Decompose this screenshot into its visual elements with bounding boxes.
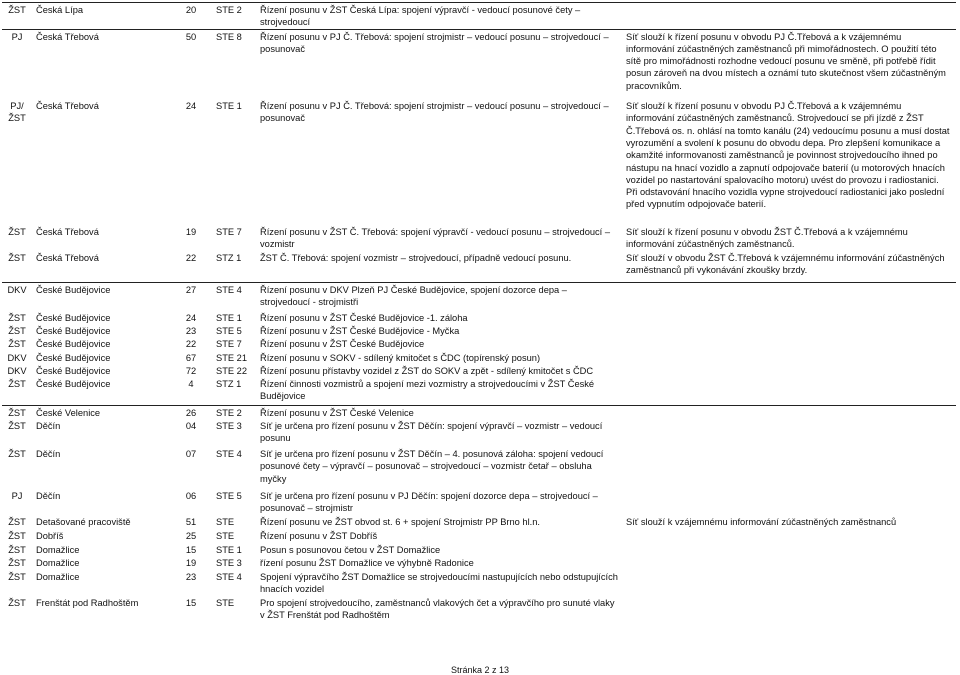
row-type: DKV xyxy=(7,352,27,363)
row-ste: STE 7 xyxy=(216,339,242,350)
row-purpose: Řízení činnosti vozmistrů a spojení mezi vozmistry a strojvedoucími v ŽST České Budějovice xyxy=(260,379,597,402)
row-type: ŽST xyxy=(8,325,26,336)
row-purpose: Řízení posunu v DKV Plzeň PJ České Budějovice, spojení dozorce depa – strojvedoucí - strojmistři xyxy=(256,283,622,311)
table-row xyxy=(2,99,956,225)
row-station: Česká Třebová xyxy=(36,31,99,42)
row-channel: 22 xyxy=(185,252,197,263)
row-purpose: Pro spojení strojvedoucího, zaměstnanců vlakových čet a výpravčího pro sunuté vlaky v ŽST Frenštát pod Radhoštěm xyxy=(260,597,618,621)
table-row xyxy=(2,529,956,543)
row-type: ŽST xyxy=(8,339,26,350)
table-row xyxy=(2,405,956,419)
row-purpose: řízení posunu ŽST Domažlice ve výhybně Radonice xyxy=(260,558,474,569)
row-channel: 15 xyxy=(185,597,197,608)
row-note xyxy=(622,337,956,350)
table-row xyxy=(2,29,956,99)
table-row xyxy=(2,337,956,350)
row-note xyxy=(622,489,956,515)
row-ste: STE 8 xyxy=(216,31,242,42)
table-row xyxy=(2,283,956,311)
row-note xyxy=(622,405,956,419)
row-ste: STE 3 xyxy=(216,558,242,569)
row-note xyxy=(622,311,956,324)
row-purpose: Síť je určena pro řízení posunu v PJ Děčín: spojení dozorce depa – strojvedoucí – posunovač – strojmistr xyxy=(260,491,601,514)
row-note xyxy=(622,596,956,632)
row-note xyxy=(622,447,956,489)
row-purpose: Řízení posunu přístavby vozidel z ŽST do SOKV a zpět - sdílený kmitočet s ČDC xyxy=(260,365,594,376)
table-row xyxy=(2,351,956,364)
row-type: ŽST xyxy=(8,558,26,569)
row-channel: 19 xyxy=(185,227,197,238)
row-ste: STE 21 xyxy=(216,352,248,363)
table-row xyxy=(2,570,956,596)
row-purpose: Řízení posunu ve ŽST obvod st. 6 + spojení Strojmistr PP Brno hl.n. xyxy=(260,517,540,528)
row-ste: STE 4 xyxy=(216,571,242,582)
row-ste: STE 22 xyxy=(216,365,248,376)
row-note: Síť slouží k vzájemnému informování zúčastněných zaměstnanců xyxy=(626,517,897,528)
table-row xyxy=(2,515,956,529)
row-purpose: Řízení posunu v ŽST Č. Třebová: spojení výpravčí - vedoucí posunu – strojvedoucí – vozmistr xyxy=(260,227,613,250)
row-ste: STE 7 xyxy=(216,227,242,238)
table-row xyxy=(2,596,956,632)
row-station: České Budějovice xyxy=(36,325,111,336)
row-type: ŽST xyxy=(8,421,26,432)
row-purpose: ŽST Č. Třebová: spojení vozmistr – strojvedoucí, případně vedoucí posunu. xyxy=(260,252,572,263)
row-ste: STZ 1 xyxy=(216,252,242,263)
row-purpose: Řízení posunu v ŽST Dobříš xyxy=(260,531,378,542)
row-station: Česká Třebová xyxy=(36,227,99,238)
table-row xyxy=(2,311,956,324)
row-station: Česká Třebová xyxy=(36,101,99,112)
row-ste: STZ 1 xyxy=(216,379,242,390)
row-channel: 24 xyxy=(185,312,197,323)
row-note: Síť slouží k řízení posunu v obvodu PJ Č.Třebová a k vzájemnému informování zúčastněných zaměstnanců při mimořádnostech. O použití této sítě pro mimořádnosti rozhodne vedoucí posunu ve směně, při potřebě řídit posun zároveň na dvou místech a oznámí tuto skutečnost všem zúčastněným pracovníkům. xyxy=(626,31,949,91)
row-ste: STE 3 xyxy=(216,421,242,432)
row-station: České Budějovice xyxy=(36,339,111,350)
page-footer: Stránka 2 z 13 xyxy=(450,665,510,675)
row-ste: STE 5 xyxy=(216,325,242,336)
table-row xyxy=(2,419,956,447)
row-type: ŽST xyxy=(8,531,26,542)
row-station: Detašované pracoviště xyxy=(36,517,131,528)
row-type: PJ xyxy=(11,491,23,502)
row-channel: 20 xyxy=(170,3,212,30)
row-ste: STE xyxy=(216,597,235,608)
row-note: Síť slouží k řízení posunu v obvodu PJ Č.Třebová a k vzájemnému informování zúčastněných zaměstnanců. Strojvedoucí se při jízdě z ŽST Č.Třebová os. n. ohlásí na tomto kanálu (24) vedoucímu posunu a musí dostat vyrozumění a svolení k posunu do obvodu depa. Pro zlepšení komunikace a okamžité informovanosti zaměstnanců je povinnost strojvedoucího ihned po nástupu na hnací vozidlo a zapnutí odpojovače baterií (u motorových hnacích vozidel po nastartování spalovacího motoru) uvést do provozu i radiostanici. Při odstavování hnacího vozidla vypne strojvedoucí radiostanici jako poslední před vypnutím odpojovače baterií. xyxy=(626,101,953,210)
row-station: Domažlice xyxy=(36,545,80,556)
row-purpose: Řízení posunu v ŽST České Budějovice -1. záloha xyxy=(260,312,468,323)
row-type: DKV xyxy=(2,283,32,311)
row-ste: STE 4 xyxy=(216,449,242,460)
row-channel: 23 xyxy=(185,325,197,336)
row-ste: STE 1 xyxy=(216,101,242,112)
row-note xyxy=(622,324,956,337)
table-row xyxy=(2,489,956,515)
row-note xyxy=(622,3,956,30)
table-row xyxy=(2,556,956,569)
row-type: ŽST xyxy=(8,379,26,390)
row-type: ŽST xyxy=(8,227,26,238)
row-note xyxy=(622,283,956,311)
row-type: ŽST xyxy=(2,405,32,419)
table-row xyxy=(2,324,956,337)
row-purpose: Spojení výpravčího ŽST Domažlice se strojvedoucími nastupujících nebo odstupujících hnacích vozidel xyxy=(260,571,621,595)
row-note xyxy=(622,351,956,364)
table-row xyxy=(2,364,956,377)
row-channel: 67 xyxy=(185,352,197,363)
row-note xyxy=(622,543,956,556)
row-type: ŽST xyxy=(8,252,26,263)
row-channel: 51 xyxy=(185,517,197,528)
row-purpose: Řízení posunu v ŽST České Budějovice xyxy=(260,339,425,350)
row-purpose: Řízení posunu v ŽST České Budějovice - Myčka xyxy=(260,325,460,336)
row-channel: 04 xyxy=(185,421,197,432)
row-channel: 22 xyxy=(185,339,197,350)
row-channel: 4 xyxy=(188,379,194,390)
row-type: ŽST xyxy=(8,312,26,323)
row-channel: 72 xyxy=(185,365,197,376)
row-type: ŽST xyxy=(8,449,26,460)
row-note xyxy=(622,570,956,596)
row-note xyxy=(622,377,956,405)
table-row xyxy=(2,251,956,283)
row-ste: STE 1 xyxy=(216,312,242,323)
row-type: ŽST xyxy=(8,517,26,528)
row-purpose: Řízení posunu v ŽST České Velenice xyxy=(256,405,622,419)
table-row xyxy=(2,225,956,251)
row-channel: 15 xyxy=(185,545,197,556)
table-row xyxy=(2,447,956,489)
row-ste: STE 1 xyxy=(216,545,242,556)
row-channel: 06 xyxy=(185,491,197,502)
row-station: Frenštát pod Radhoštěm xyxy=(36,597,139,608)
table-row xyxy=(2,543,956,556)
row-type: ŽST xyxy=(8,597,26,608)
row-channel: 19 xyxy=(185,558,197,569)
row-ste: STE 5 xyxy=(216,491,242,502)
row-ste: STE 2 xyxy=(212,3,256,30)
row-type: PJ/ŽST xyxy=(8,101,26,124)
row-ste: STE 2 xyxy=(212,405,256,419)
row-channel: 23 xyxy=(185,571,197,582)
row-type: ŽST xyxy=(8,571,26,582)
row-type: DKV xyxy=(7,365,27,376)
row-type: PJ xyxy=(11,31,23,42)
row-ste: STE 4 xyxy=(212,283,256,311)
row-note: Síť slouží k řízení posunu v obvodu ŽST Č.Třebová a k vzájemnému informování zúčastněných zaměstnanců. xyxy=(626,227,911,250)
row-ste: STE xyxy=(216,517,235,528)
network-table xyxy=(2,2,956,632)
row-purpose: Řízení posunu v SOKV - sdílený kmitočet s ČDC (topírenský posun) xyxy=(260,352,541,363)
row-type: ŽST xyxy=(2,3,32,30)
row-station: Děčín xyxy=(36,421,61,432)
row-station: České Budějovice xyxy=(36,352,111,363)
row-note xyxy=(622,419,956,447)
row-note xyxy=(622,364,956,377)
row-station: Domažlice xyxy=(36,571,80,582)
row-station: Děčín xyxy=(36,449,61,460)
row-station: České Budějovice xyxy=(36,379,111,390)
row-station: České Velenice xyxy=(32,405,170,419)
row-channel: 27 xyxy=(170,283,212,311)
table-row xyxy=(2,377,956,405)
row-channel: 07 xyxy=(185,449,197,460)
row-note xyxy=(622,556,956,569)
table-row xyxy=(2,3,956,30)
row-channel: 26 xyxy=(170,405,212,419)
row-station: Česká Třebová xyxy=(36,252,99,263)
row-note xyxy=(622,529,956,543)
row-purpose: Síť je určena pro řízení posunu v ŽST Děčín – 4. posunová záloha: spojení vedoucí posunové čety – výpravčí – posunovač – strojvedoucí – vozmistr četař – obsluha myčky xyxy=(260,449,606,484)
row-station: Děčín xyxy=(36,491,61,502)
row-channel: 24 xyxy=(185,101,197,112)
row-purpose: Řízení posunu v PJ Č. Třebová: spojení strojmistr – vedoucí posunu – strojvedoucí – posunovač xyxy=(260,101,612,124)
row-station: Domažlice xyxy=(36,558,80,569)
row-channel: 25 xyxy=(185,531,197,542)
row-station: České Budějovice xyxy=(36,312,111,323)
row-channel: 50 xyxy=(185,31,197,42)
row-station: České Budějovice xyxy=(32,283,170,311)
row-purpose: Řízení posunu v ŽST Česká Lípa: spojení výpravčí - vedoucí posunové čety – strojvedoucí xyxy=(256,3,622,30)
row-purpose: Řízení posunu v PJ Č. Třebová: spojení strojmistr – vedoucí posunu – strojvedoucí – posunovač xyxy=(260,31,612,54)
row-purpose: Posun s posunovou četou v ŽST Domažlice xyxy=(260,545,441,556)
row-station: Česká Lípa xyxy=(32,3,170,30)
row-station: České Budějovice xyxy=(36,365,111,376)
row-station: Dobříš xyxy=(36,531,64,542)
row-ste: STE xyxy=(216,531,235,542)
row-note: Síť slouží v obvodu ŽST Č.Třebová k vzájemnému informování zúčastněných zaměstnanců při vykonávání zkoušky brzdy. xyxy=(626,252,948,275)
row-purpose: Síť je určena pro řízení posunu v ŽST Děčín: spojení výpravčí – vozmistr – vedoucí posunu xyxy=(260,421,605,444)
row-type: ŽST xyxy=(8,545,26,556)
